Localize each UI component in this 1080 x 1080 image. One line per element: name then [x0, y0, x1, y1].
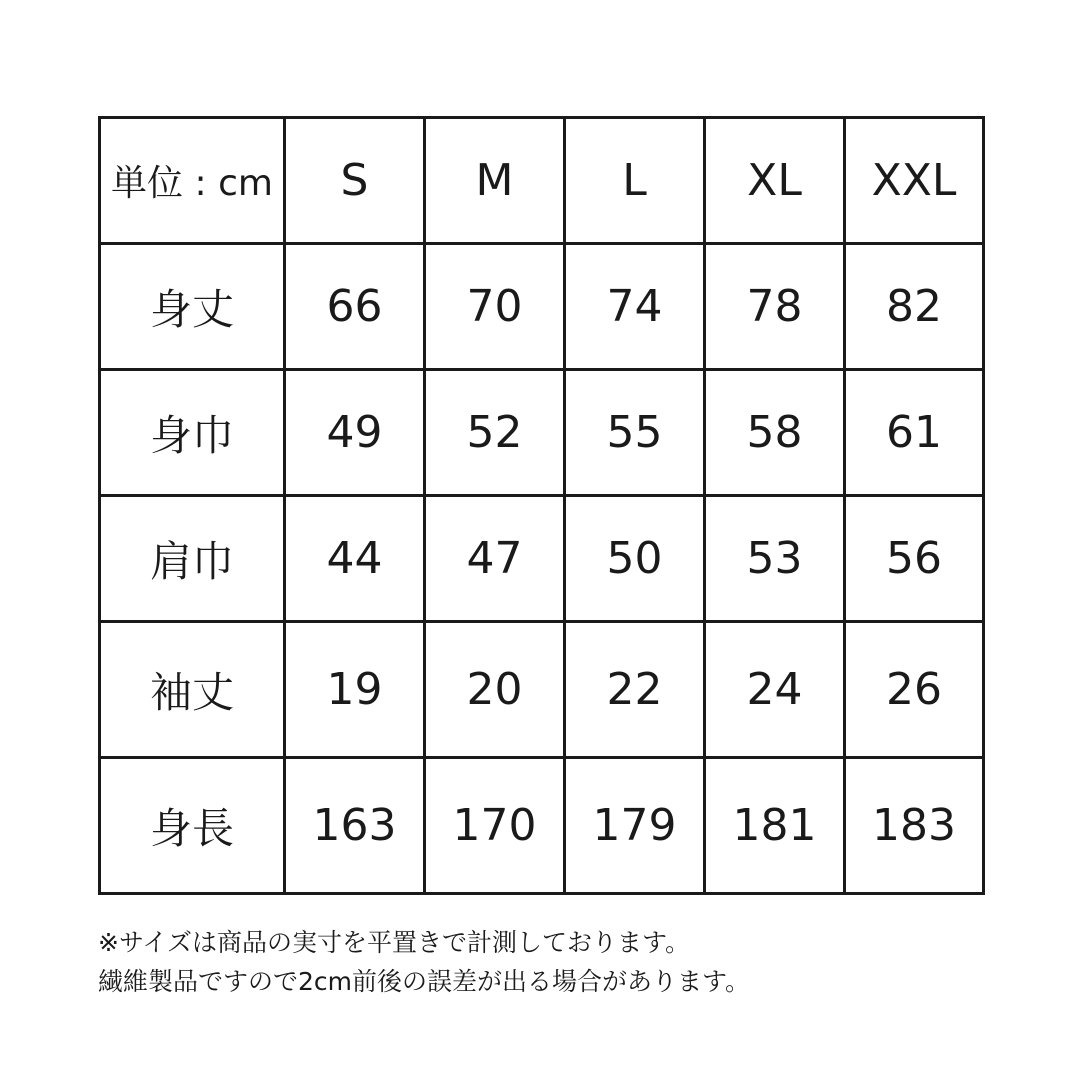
- size-header-m: M: [425, 118, 565, 244]
- table-cell: 163: [285, 758, 425, 894]
- table-cell: 56: [845, 496, 984, 622]
- table-cell: 49: [285, 370, 425, 496]
- table-cell: 19: [285, 622, 425, 758]
- table-cell: 82: [845, 244, 984, 370]
- size-header-xl: XL: [705, 118, 845, 244]
- header-row: [100, 118, 984, 244]
- table-cell: 181: [705, 758, 845, 894]
- table-cell: 26: [845, 622, 984, 758]
- row-label: 肩巾: [100, 496, 285, 622]
- table-row: [100, 622, 984, 758]
- size-header-xxl: XXL: [845, 118, 984, 244]
- row-label: 身丈: [100, 244, 285, 370]
- table-cell: 47: [425, 496, 565, 622]
- table-row: [100, 758, 984, 894]
- row-label: 身巾: [100, 370, 285, 496]
- table-row: [100, 496, 984, 622]
- measurement-note: ※サイズは商品の実寸を平置きで計測しております。: [98, 928, 690, 957]
- table-cell: 66: [285, 244, 425, 370]
- table-row: [100, 370, 984, 496]
- size-header-s: S: [285, 118, 425, 244]
- table-cell: 61: [845, 370, 984, 496]
- size-chart-table: [98, 116, 985, 895]
- unit-label: 単位 : cm: [100, 118, 285, 244]
- table-cell: 50: [565, 496, 705, 622]
- tolerance-note: 繊維製品ですので2cm前後の誤差が出る場合があります。: [98, 967, 751, 996]
- row-label: 身長: [100, 758, 285, 894]
- table-cell: 52: [425, 370, 565, 496]
- table-cell: 44: [285, 496, 425, 622]
- table-cell: 55: [565, 370, 705, 496]
- table-cell: 170: [425, 758, 565, 894]
- table-cell: 78: [705, 244, 845, 370]
- table-cell: 20: [425, 622, 565, 758]
- table-row: [100, 244, 984, 370]
- table-cell: 53: [705, 496, 845, 622]
- size-header-l: L: [565, 118, 705, 244]
- row-label: 袖丈: [100, 622, 285, 758]
- table-cell: 74: [565, 244, 705, 370]
- table-cell: 22: [565, 622, 705, 758]
- table-cell: 58: [705, 370, 845, 496]
- table-cell: 183: [845, 758, 984, 894]
- table-cell: 70: [425, 244, 565, 370]
- table-cell: 179: [565, 758, 705, 894]
- table-cell: 24: [705, 622, 845, 758]
